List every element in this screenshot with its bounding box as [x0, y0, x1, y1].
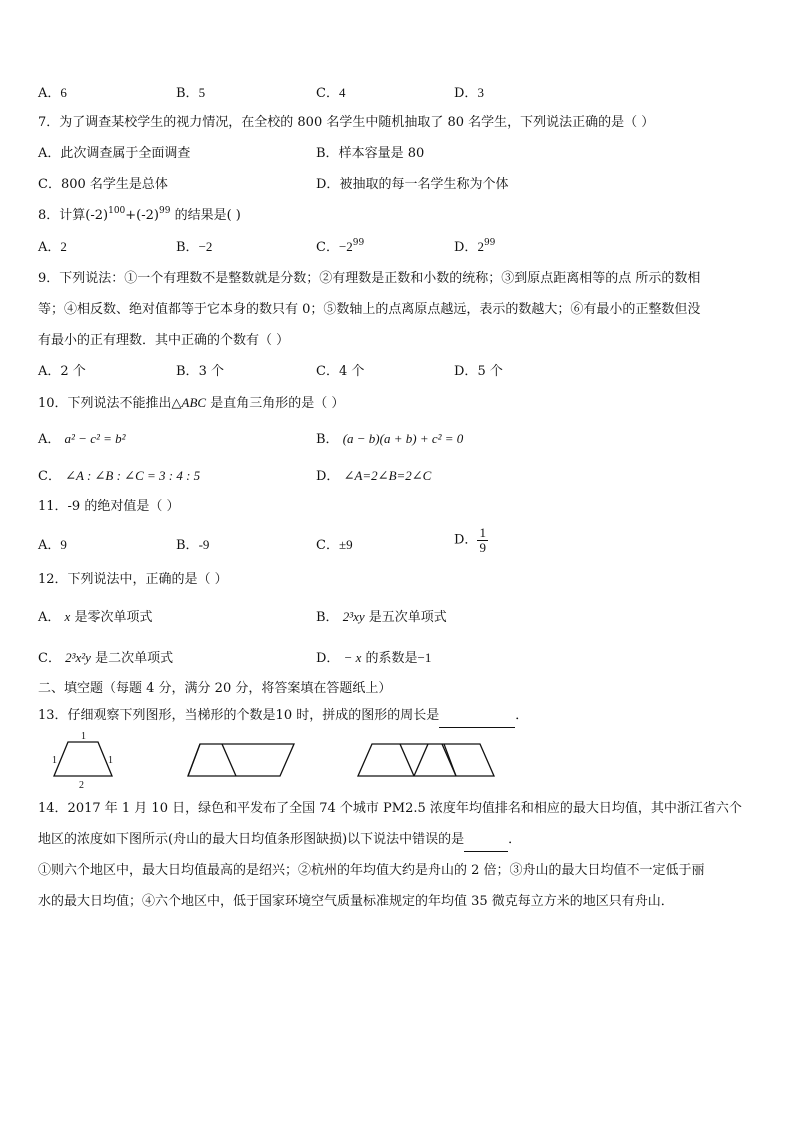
q12-option-c: C． 2³x²y 是二次单项式	[38, 650, 174, 666]
q6-option-d: D．3	[454, 85, 484, 101]
q9-stem-line3: 有最小的正有理数．其中正确的个数有（ ）	[38, 333, 290, 348]
answer-blank	[439, 709, 515, 728]
q7-stem: 7．为了调查某校学生的视力情况，在全校的 800 名学生中随机抽取了 80 名学生，下列说法正确的是（ ）	[38, 115, 655, 130]
q10-option-b: B． (a − b)(a + b) + c² = 0	[316, 431, 464, 447]
q8-stem: 8．计算$(-2)^{100}+(-2)^{99}$ 的结果是( )	[38, 206, 241, 223]
q7-option-b: B．样本容量是 80	[316, 146, 425, 161]
q14-line1: 14．2017 年 1 月 10 日，绿色和平发布了全国 74 个城市 PM2.5 浓度年均值排名和相应的最大日均值，其中浙江省六个	[38, 801, 742, 816]
label-bottom: 2	[79, 780, 84, 790]
two-trapezoids	[188, 744, 294, 776]
q12-option-a: A． x 是零次单项式	[38, 609, 153, 625]
q9-stem-line2: 等；④相反数、绝对值都等于它本身的数只有 0；⑤数轴上的点离原点越远，表示的数越大；⑥有最小的正整数但没	[38, 302, 701, 317]
q11-option-c: C．±9	[316, 537, 353, 553]
single-trapezoid	[52, 731, 113, 790]
q7-option-c: C．800 名学生是总体	[38, 177, 168, 192]
q10-stem: 10．下列说法不能推出△ABC 是直角三角形的是（ ）	[38, 395, 345, 411]
q11-stem: 11．-9 的绝对值是（ ）	[38, 499, 180, 514]
q8-option-b: B．−2	[176, 239, 213, 255]
q9-option-b: B．3 个	[176, 364, 224, 379]
q6-option-c: C．4	[316, 85, 346, 101]
q11-option-d: D． $\frac{1}{9}$	[454, 525, 486, 555]
q10-option-d: D． ∠A=2∠B=2∠C	[316, 468, 432, 484]
q9-option-c: C．4 个	[316, 364, 365, 379]
q7-option-d: D．被抽取的每一名学生称为个体	[316, 177, 509, 192]
q11-option-b: B．-9	[176, 537, 210, 553]
label-left: 1	[52, 755, 57, 766]
q12-option-b: B． 2³xy 是五次单项式	[316, 609, 447, 625]
q7-option-a: A．此次调查属于全面调查	[38, 146, 191, 161]
q8-option-a: A．2	[38, 239, 67, 255]
label-top: 1	[81, 731, 86, 742]
q14-line3: ①则六个地区中，最大日均值最高的是绍兴；②杭州的年均值大约是舟山的 2 倍；③舟山的最大日均值不一定低于丽	[38, 863, 705, 878]
q9-stem-line1: 9．下列说法：①一个有理数不是整数就是分数；②有理数是正数和小数的统称；③到原点距离相等的点 所示的数相	[38, 271, 701, 286]
label-right: 1	[108, 755, 113, 766]
q14-line2: 地区的浓度如下图所示(舟山的最大日均值条形图缺损)以下说法中错误的是 ．	[38, 831, 521, 852]
q13-stem: 13．仔细观察下列图形，当梯形的个数是10 时，拼成的图形的周长是 ．	[38, 707, 528, 728]
q12-stem: 12．下列说法中，正确的是（ ）	[38, 572, 228, 587]
answer-blank-q14	[464, 833, 508, 852]
q11-option-a: A．9	[38, 537, 67, 553]
q14-line4: 水的最大日均值；④六个地区中，低于国家环境空气质量标准规定的年均值 35 微克每立方米的地区只有舟山．	[38, 894, 674, 909]
three-trapezoids	[358, 744, 494, 776]
q6-option-b: B．5	[176, 85, 206, 101]
trapezoid-figures	[40, 730, 560, 790]
section-fill-in-heading: 二、填空题（每题 4 分，满分 20 分，将答案填在答题纸上）	[38, 681, 392, 696]
q10-option-a: A． a² − c² = b²	[38, 431, 126, 447]
q12-option-d: D． − x 的系数是−1	[316, 650, 432, 666]
q9-option-a: A．2 个	[38, 364, 86, 379]
q9-option-d: D．5 个	[454, 364, 503, 379]
q8-option-d: D．$2^{99}$	[454, 238, 496, 255]
fraction-one-ninth: $\frac{1}{9}$	[479, 525, 486, 555]
q8-option-c: C．$-2^{99}$	[316, 238, 365, 255]
q10-option-c: C． ∠A : ∠B : ∠C = 3 : 4 : 5	[38, 468, 201, 484]
q6-option-a: A．6	[38, 85, 67, 101]
